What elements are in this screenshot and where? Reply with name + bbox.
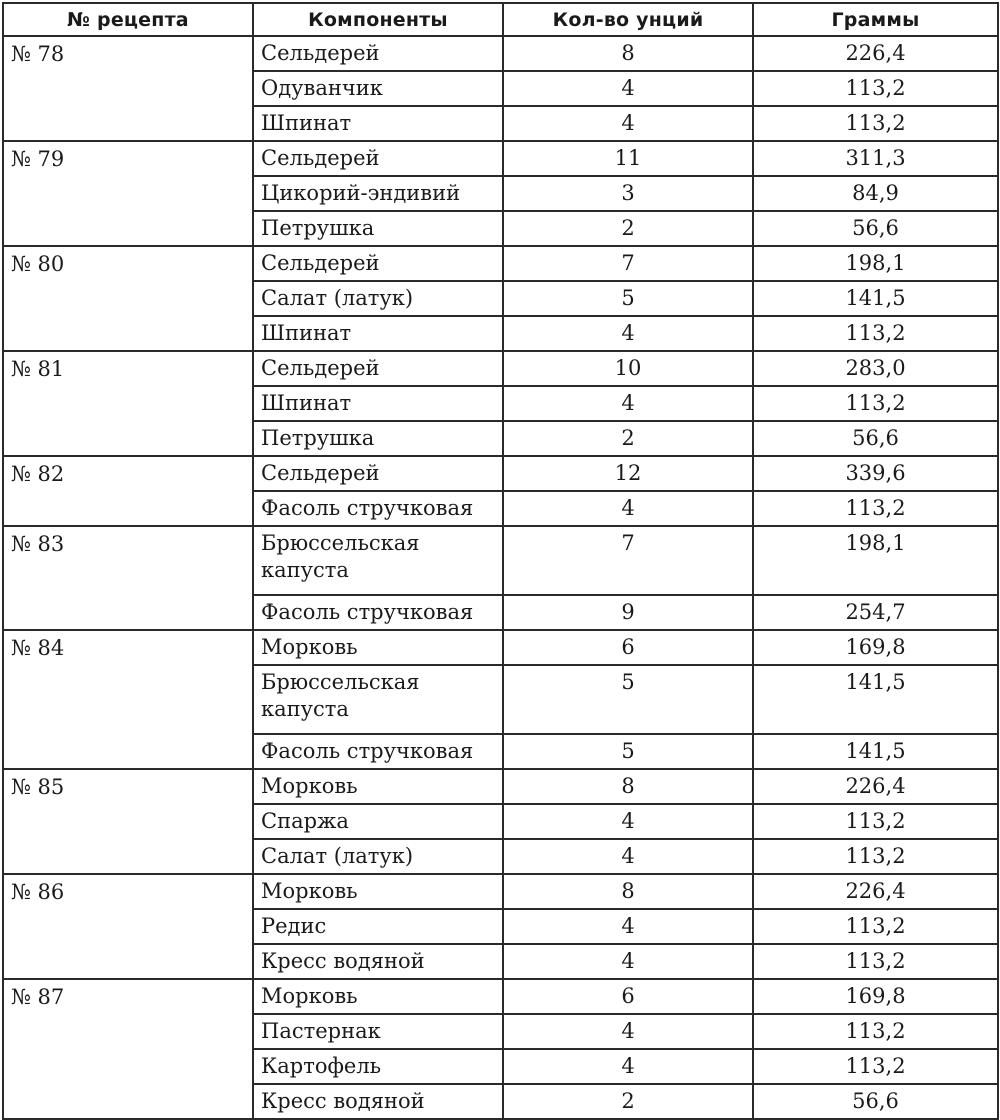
header-recipe-number: № рецепта xyxy=(3,3,253,36)
component-cell: Морковь xyxy=(253,630,503,665)
recipe-number-cell: № 84 xyxy=(3,630,253,769)
ounces-cell: 7 xyxy=(503,526,753,595)
grams-cell: 113,2 xyxy=(753,839,998,874)
ounces-cell: 4 xyxy=(503,106,753,141)
table-row xyxy=(3,526,998,595)
ounces-cell: 4 xyxy=(503,316,753,351)
component-cell: Петрушка xyxy=(253,211,503,246)
table-row xyxy=(3,874,998,909)
grams-cell: 113,2 xyxy=(753,804,998,839)
ounces-cell: 4 xyxy=(503,804,753,839)
recipe-number-cell: № 86 xyxy=(3,874,253,979)
ounces-cell: 7 xyxy=(503,246,753,281)
recipe-number-cell: № 82 xyxy=(3,456,253,526)
recipe-number-cell: № 83 xyxy=(3,526,253,630)
component-cell: Морковь xyxy=(253,874,503,909)
table-row xyxy=(3,246,998,281)
grams-cell: 254,7 xyxy=(753,595,998,630)
ounces-cell: 4 xyxy=(503,944,753,979)
ounces-cell: 4 xyxy=(503,839,753,874)
grams-cell: 113,2 xyxy=(753,386,998,421)
component-cell: Салат (латук) xyxy=(253,839,503,874)
component-cell: Фасоль стручковая xyxy=(253,734,503,769)
ounces-cell: 2 xyxy=(503,211,753,246)
recipe-number-cell: № 85 xyxy=(3,769,253,874)
ounces-cell: 3 xyxy=(503,176,753,211)
ounces-cell: 5 xyxy=(503,281,753,316)
grams-cell: 311,3 xyxy=(753,141,998,176)
grams-cell: 56,6 xyxy=(753,211,998,246)
grams-cell: 113,2 xyxy=(753,106,998,141)
ounces-cell: 9 xyxy=(503,595,753,630)
component-cell: Петрушка xyxy=(253,421,503,456)
grams-cell: 113,2 xyxy=(753,1014,998,1049)
grams-cell: 226,4 xyxy=(753,874,998,909)
ounces-cell: 2 xyxy=(503,1084,753,1119)
table-row xyxy=(3,456,998,491)
ounces-cell: 5 xyxy=(503,665,753,734)
recipe-number-cell: № 81 xyxy=(3,351,253,456)
grams-cell: 113,2 xyxy=(753,944,998,979)
component-cell: Брюссельская капуста xyxy=(253,665,503,734)
ounces-cell: 12 xyxy=(503,456,753,491)
grams-cell: 226,4 xyxy=(753,36,998,71)
component-cell: Шпинат xyxy=(253,386,503,421)
grams-cell: 84,9 xyxy=(753,176,998,211)
table-row xyxy=(3,979,998,1014)
grams-cell: 141,5 xyxy=(753,665,998,734)
component-cell: Шпинат xyxy=(253,106,503,141)
grams-cell: 113,2 xyxy=(753,1049,998,1084)
component-cell: Салат (латук) xyxy=(253,281,503,316)
ounces-cell: 4 xyxy=(503,386,753,421)
component-cell: Кресс водяной xyxy=(253,1084,503,1119)
component-cell: Морковь xyxy=(253,979,503,1014)
ounces-cell: 11 xyxy=(503,141,753,176)
recipe-number-cell: № 87 xyxy=(3,979,253,1119)
ounces-cell: 8 xyxy=(503,769,753,804)
grams-cell: 198,1 xyxy=(753,526,998,595)
component-cell: Пастернак xyxy=(253,1014,503,1049)
component-cell: Одуванчик xyxy=(253,71,503,106)
table-row xyxy=(3,630,998,665)
recipe-table xyxy=(2,2,999,1120)
table-header xyxy=(3,3,998,36)
ounces-cell: 8 xyxy=(503,874,753,909)
ounces-cell: 2 xyxy=(503,421,753,456)
component-cell: Брюссельская капуста xyxy=(253,526,503,595)
recipe-number-cell: № 79 xyxy=(3,141,253,246)
ounces-cell: 4 xyxy=(503,1014,753,1049)
grams-cell: 56,6 xyxy=(753,421,998,456)
header-grams: Граммы xyxy=(753,3,998,36)
component-cell: Шпинат xyxy=(253,316,503,351)
recipe-number-cell: № 80 xyxy=(3,246,253,351)
component-cell: Спаржа xyxy=(253,804,503,839)
component-cell: Морковь xyxy=(253,769,503,804)
grams-cell: 226,4 xyxy=(753,769,998,804)
component-cell: Сельдерей xyxy=(253,456,503,491)
component-cell: Сельдерей xyxy=(253,351,503,386)
component-cell: Цикорий-эндивий xyxy=(253,176,503,211)
grams-cell: 113,2 xyxy=(753,909,998,944)
component-cell: Фасоль стручковая xyxy=(253,595,503,630)
table-row xyxy=(3,769,998,804)
component-cell: Сельдерей xyxy=(253,246,503,281)
grams-cell: 339,6 xyxy=(753,456,998,491)
table-row xyxy=(3,36,998,71)
ounces-cell: 5 xyxy=(503,734,753,769)
ounces-cell: 4 xyxy=(503,909,753,944)
grams-cell: 113,2 xyxy=(753,491,998,526)
ounces-cell: 4 xyxy=(503,491,753,526)
component-cell: Кресс водяной xyxy=(253,944,503,979)
component-cell: Сельдерей xyxy=(253,141,503,176)
grams-cell: 198,1 xyxy=(753,246,998,281)
ounces-cell: 4 xyxy=(503,1049,753,1084)
grams-cell: 56,6 xyxy=(753,1084,998,1119)
ounces-cell: 4 xyxy=(503,71,753,106)
ounces-cell: 8 xyxy=(503,36,753,71)
component-cell: Картофель xyxy=(253,1049,503,1084)
table-row xyxy=(3,351,998,386)
header-components: Компоненты xyxy=(253,3,503,36)
table-body xyxy=(3,36,998,1119)
grams-cell: 283,0 xyxy=(753,351,998,386)
table-row xyxy=(3,141,998,176)
grams-cell: 141,5 xyxy=(753,281,998,316)
component-cell: Редис xyxy=(253,909,503,944)
ounces-cell: 6 xyxy=(503,979,753,1014)
grams-cell: 113,2 xyxy=(753,71,998,106)
recipe-number-cell: № 78 xyxy=(3,36,253,141)
grams-cell: 113,2 xyxy=(753,316,998,351)
component-cell: Фасоль стручковая xyxy=(253,491,503,526)
grams-cell: 169,8 xyxy=(753,979,998,1014)
ounces-cell: 10 xyxy=(503,351,753,386)
component-cell: Сельдерей xyxy=(253,36,503,71)
header-row xyxy=(3,3,998,36)
grams-cell: 141,5 xyxy=(753,734,998,769)
header-ounces: Кол-во унций xyxy=(503,3,753,36)
grams-cell: 169,8 xyxy=(753,630,998,665)
ounces-cell: 6 xyxy=(503,630,753,665)
